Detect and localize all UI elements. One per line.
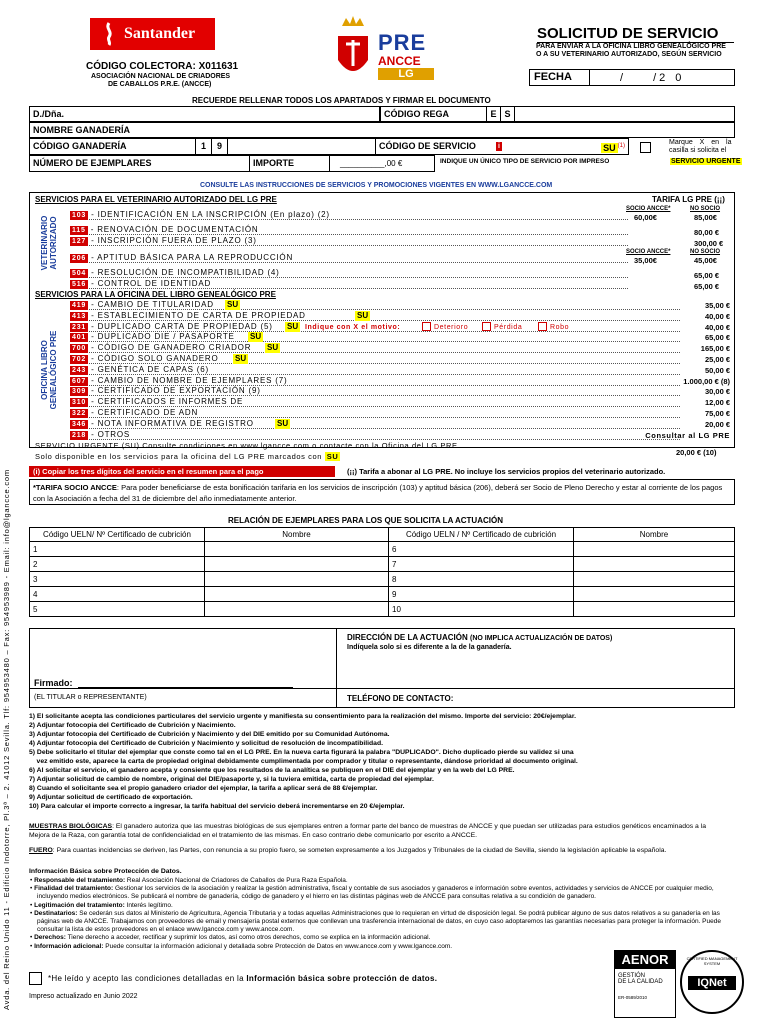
ofi-price: 25,00 € — [704, 355, 730, 364]
info-item — [29, 885, 735, 901]
nombre-cell[interactable] — [574, 557, 735, 572]
perdida-label: Pérdida — [494, 324, 523, 331]
rega-label: CÓDIGO REGA — [381, 107, 487, 121]
pre-ancce-logo — [332, 14, 444, 84]
urgente-su: SU — [326, 452, 339, 461]
subtitle-1: PARA ENVIAR A LA OFICINA LIBRO GENEALÓGICO PRE — [536, 43, 726, 50]
ofi-service-row — [70, 386, 680, 396]
ofi-price: 30,00 € — [704, 387, 730, 396]
urgente-line-1 — [35, 441, 460, 450]
fecha-sep-1: / — [620, 71, 624, 84]
fecha-box[interactable] — [529, 69, 735, 86]
ofi-service-row — [70, 300, 680, 310]
codigo-ganaderia-field[interactable] — [29, 138, 629, 155]
importe-label: IMPORTE — [250, 156, 330, 171]
service-code: 413 — [72, 313, 87, 320]
direccion-title-line — [347, 633, 612, 642]
ofi-service-row — [70, 365, 680, 375]
ofi-price: 75,00 € — [704, 409, 730, 418]
ofi-price: 35,00 € — [704, 301, 730, 310]
relacion-table — [29, 527, 735, 617]
info-label: Destinatarios: — [34, 909, 78, 917]
accept-line — [48, 974, 437, 983]
footnote: 8) Cuando el solicitante sea el propio ganadero criador del ejemplar, la tarifa a aplicar será de 88 €/ejemplar. — [29, 785, 378, 792]
santander-name: Santander — [124, 25, 196, 42]
fecha-label: FECHA — [530, 70, 590, 85]
service-label: - CAMBIO DE TITULARIDAD — [91, 300, 214, 309]
price-no-socio: 80,00 € — [694, 228, 720, 237]
codigo-servicio-label: CÓDIGO DE SERVICIO — [379, 141, 476, 151]
nombre-cell[interactable] — [205, 542, 389, 557]
ofi-price: 40,00 € — [704, 312, 730, 321]
service-code: 401 — [72, 334, 87, 341]
dna-label: D./Dña. — [33, 109, 65, 119]
service-label: - OTROS — [91, 430, 131, 439]
service-label: - APTITUD BÁSICA PARA LA REPRODUCCIÓN — [91, 253, 294, 262]
rega-field[interactable] — [380, 106, 735, 122]
footnote: vez emitido este, aparece la carta de propiedad original debidamente cumplimentada por comprador y titular o representante, dándose prioridad al documento original. — [29, 758, 578, 765]
urgente-line-2 — [35, 452, 340, 461]
ofi-side-label: OFICINA LIBRO GENEALÓGICO PRE — [40, 330, 58, 410]
ofi-price: 165,00 € — [700, 344, 730, 353]
aenor-sub-1: GESTIÓN — [618, 973, 646, 979]
footnote: 9) Adjuntar solicitud de certificado de exportación. — [29, 794, 193, 801]
firmado-label: Firmado: — [34, 678, 73, 688]
service-code: 700 — [72, 345, 87, 352]
bullet-icon: • — [30, 909, 35, 917]
direccion-input[interactable] — [340, 655, 732, 685]
nombre-cell[interactable] — [205, 557, 389, 572]
service-label: - RESOLUCIÓN DE INCOMPATIBILIDAD (4) — [91, 268, 280, 277]
nombre-cell[interactable] — [205, 572, 389, 587]
muestras-text: : El ganadero autoriza que las muestras biológicas de sus ejemplares entren a formar parte del banco de muestras de ANCCE y que puedan ser utilizadas para estudios genéticos encaminados a la Mejora de la Raza, con garantía total de confidencialidad en el tratamiento de las mismas. En caso contrario debe comunicarlo por escrito a ANCCE. — [29, 823, 707, 839]
direccion-indique: Indíquela solo si es diferente a la de la ganadería. — [347, 644, 512, 651]
ueln-cell[interactable]: 7 — [389, 557, 574, 572]
service-code: 206 — [72, 255, 87, 262]
price-no-socio: 65,00 € — [694, 271, 720, 280]
copiar-note: (i) Copiar los tres dígitos del servicio en el resumen para el pago — [29, 466, 335, 477]
tarifa-note: (¡¡) Tarifa a abonar al LG PRE. No incluye los servicios propios del veterinario autorizado. — [347, 467, 666, 476]
ueln-cell[interactable]: 5 — [30, 602, 205, 617]
marque-1: Marque X en la — [669, 139, 732, 146]
ofi-service-row — [70, 354, 680, 364]
table-row — [30, 587, 735, 602]
ueln-cell[interactable]: 4 — [30, 587, 205, 602]
info-title: Información Básica sobre Protección de Datos. — [29, 868, 182, 875]
su-marker: SU — [267, 343, 279, 352]
accept-bold: Información básica sobre protección de datos. — [246, 974, 438, 983]
info-list — [29, 877, 735, 951]
service-code: 419 — [72, 302, 87, 309]
consulte-note: CONSULTE LAS INSTRUCCIONES DE SERVICIOS Y PROMOCIONES VIGENTES EN WWW.LGANCCE.COM — [200, 182, 553, 189]
ueln-cell[interactable]: 10 — [389, 602, 574, 617]
codigo-colectora: CÓDIGO COLECTORA: X011631 — [86, 61, 239, 72]
importe-value[interactable]: __________,00 € — [340, 159, 403, 168]
table-row — [30, 542, 735, 557]
price-no-socio: 45,00€ — [694, 256, 717, 265]
nosocio-header-2: NO SOCIO — [690, 249, 721, 255]
titular-label: (EL TITULAR o REPRESENTANTE) — [34, 694, 147, 701]
aenor-logo — [614, 950, 676, 1018]
vet-service-row — [70, 236, 628, 246]
service-code: 322 — [72, 410, 87, 417]
urgente-checkbox[interactable] — [640, 142, 651, 153]
relacion-title: RELACIÓN DE EJEMPLARES PARA LOS QUE SOLICITA LA ACTUACIÓN — [228, 516, 503, 525]
vet-service-row — [70, 279, 628, 289]
vet-side-label: VETERINARIO AUTORIZADO — [40, 215, 58, 271]
nombre-cell[interactable] — [574, 602, 735, 617]
robo-label: Robo — [550, 324, 570, 331]
urgente-text-1: SERVICIO URGENTE (SU) Consulte condiciones en www.lgancce.com o contacte con la Oficina del LG PRE. — [35, 441, 461, 450]
side-address: Avda. del Reino Unido 11 - Edificio Indotorre, Pl.3ª – 2. 41012 Sevilla. Tlf: 954953480 – Fax: 954953989 - Email: info@lgancce.com — [2, 469, 11, 1010]
price-no-socio: 300,00 € — [694, 239, 724, 248]
logo-lg: LG — [378, 68, 434, 80]
ofi-price: 12,00 € — [704, 398, 730, 407]
indique-note: INDIQUE UN ÚNICO TIPO DE SERVICIO POR IMPRESO — [440, 158, 610, 165]
table-row — [30, 557, 735, 572]
info-text: Se cederán sus datos al Ministerio de Agricultura, Agencia Tributaria y a todas aquellas Administraciones que lo requieran en virtud de disposición legal. Se podrá publicar alguno de sus datos relativos a su ganadería en las páginas web de ANCCE. Trabajamos con proveedores de email y mensajería postal externos que conllevan una trasferencia internacional de datos, en cuyo caso adoptaremos las garantías necesarias para proteger la información. Puede consultar la lista de estos proveedores en el enlace www.lgancce.com y www.ancce.com. — [37, 909, 721, 934]
ofi-service-row — [70, 332, 680, 342]
codigo-servicio-i: i — [498, 143, 500, 150]
service-code: 231 — [72, 324, 87, 331]
numero-ejemplares-label: NÚMERO DE EJEMPLARES — [30, 156, 250, 171]
su-marker: SU — [287, 322, 299, 331]
ofi-service-row — [70, 376, 680, 386]
bullet-icon: • — [30, 901, 35, 909]
iqnet-logo — [680, 950, 744, 1014]
service-label: - ESTABLECIMIENTO DE CARTA DE PROPIEDAD — [91, 311, 306, 320]
ofi-service-row — [70, 430, 680, 440]
service-label: - GENÉTICA DE CAPAS (6) — [91, 365, 209, 374]
ofi-section-title: SERVICIOS PARA LA OFICINA DEL LIBRO GENEALÓGICO PRE — [35, 290, 276, 299]
ofi-service-row — [70, 397, 680, 407]
service-code: 127 — [72, 238, 87, 245]
service-code: 607 — [72, 378, 87, 385]
service-code: 218 — [72, 432, 87, 439]
footnote: 10) Para calcular el importe correcto a ingresar, la tarifa habitual del servicio deberá incrementarse en 20 €/ejemplar. — [29, 803, 405, 810]
nombre-cell[interactable] — [574, 572, 735, 587]
socio-note-title: *TARIFA SOCIO ANCCE — [33, 483, 117, 492]
vet-service-row — [70, 225, 628, 235]
ueln-cell[interactable]: 8 — [389, 572, 574, 587]
service-code: 309 — [72, 388, 87, 395]
page-title: SOLICITUD DE SERVICIO — [537, 25, 734, 43]
footnote: 6) Al solicitar el servicio, el ganadero acepta y consiente que los resultados de la analítica se publiquen en el DIE del ejemplar y en la web del LG PRE. — [29, 767, 515, 774]
bullet-icon: • — [30, 934, 35, 942]
asociacion-1: ASOCIACIÓN NACIONAL DE CRIADORES — [91, 73, 231, 80]
logo-ancce: ANCCE — [378, 54, 421, 68]
su-marker: SU — [277, 419, 289, 428]
su-marker: SU — [235, 354, 247, 363]
marque-2: casilla si solicita el — [669, 147, 727, 154]
ofi-price: 1.000,00 € (8) — [683, 377, 730, 386]
service-code: 243 — [72, 367, 87, 374]
ofi-price: 20,00 € — [704, 420, 730, 429]
dna-field[interactable] — [29, 106, 380, 122]
info-text: Real Asociación Nacional de Criadores de Caballos de Pura Raza Española. — [125, 877, 348, 884]
deterioro-checkbox[interactable] — [422, 322, 431, 331]
direccion-note: (NO IMPLICA ACTUALIZACIÓN DE DATOS) — [469, 635, 613, 642]
motivo-label: Indique con X el motivo: — [305, 324, 401, 331]
rega-s: S — [501, 107, 515, 121]
fuero-title: FUERO — [29, 847, 53, 854]
info-label: Derechos: — [34, 934, 66, 942]
muestras-title: MUESTRAS BIOLÓGICAS — [29, 823, 113, 830]
muestras-block — [29, 822, 719, 840]
footnote: 5) Debe solicitarlo el titular del ejemplar que conste como tal en el LG PRE. En la nueva carta figurará la palabra "DUPLICADO". Dicho duplicado pierde su validez si una — [29, 749, 574, 756]
info-item — [29, 877, 735, 885]
service-label: - INSCRIPCIÓN FUERA DE PLAZO (3) — [91, 236, 257, 245]
fecha-sep-2: / 2 — [653, 71, 666, 84]
perdida-checkbox[interactable] — [482, 322, 491, 331]
info-text: Puede consultar la información adicional y detallada sobre Protección de Datos en www.ancce.com y www.lgancce.com. — [103, 942, 453, 950]
info-item — [29, 902, 735, 910]
accept-checkbox[interactable] — [29, 972, 42, 985]
ofi-price: 40,00 € — [704, 323, 730, 332]
service-label: - IDENTIFICACIÓN EN LA INSCRIPCIÓN (En plazo) (2) — [91, 210, 330, 219]
asociacion-2: DE CABALLOS P.R.E. (ANCCE) — [108, 81, 212, 88]
ofi-service-row — [70, 311, 680, 321]
vet-section-title: SERVICIOS PARA EL VETERINARIO AUTORIZADO DEL LG PRE — [35, 195, 277, 204]
info-item — [29, 910, 735, 935]
su-marker: SU — [250, 332, 262, 341]
socio-note-box — [29, 479, 735, 505]
nosocio-header: NO SOCIO — [690, 206, 721, 212]
codigo-ganaderia-rest[interactable] — [228, 139, 376, 154]
codigo-ganaderia-label: CÓDIGO GANADERÍA — [30, 139, 196, 154]
service-code: 702 — [72, 356, 87, 363]
table-row — [30, 602, 735, 617]
nombre-cell[interactable] — [205, 587, 389, 602]
service-code: 115 — [72, 227, 86, 234]
ofi-service-row — [70, 343, 680, 353]
socio-header-2: SOCIO ANCCE* — [626, 249, 671, 255]
rega-e: E — [487, 107, 501, 121]
logo-pre: PRE — [378, 30, 427, 55]
nombre-ganaderia-field[interactable] — [29, 122, 735, 138]
ofi-price: 65,00 € — [704, 333, 730, 342]
service-code: 346 — [72, 421, 87, 428]
service-label: - RENOVACIÓN DE DOCUMENTACIÓN — [90, 225, 259, 234]
fecha-year: 0 — [675, 71, 682, 84]
service-label: - CERTIFICADO DE EXPORTACIÓN (9) — [91, 386, 261, 395]
santander-logo — [90, 18, 215, 50]
fuero-text: : Para cuantas incidencias se deriven, las Partes, con renuncia a su propio fuero, se someten expresamente a los Juzgados y Tribunales de la ciudad de Sevilla, siendo la legislación aplicable la española. — [52, 847, 667, 854]
nombre-cell[interactable] — [205, 602, 389, 617]
info-label: Legitimación del tratamiento: — [34, 901, 125, 909]
info-text: Tiene derecho a acceder, rectificar y suprimir los datos, así como otros derechos, como se explica en la información adicional. — [65, 934, 431, 942]
aenor-code: ER-0589/2010 — [618, 995, 648, 1000]
servicio-urgente-label: SERVICIO URGENTE — [671, 158, 741, 165]
iqnet-ring: CERTIFIED MANAGEMENT SYSTEM — [686, 956, 738, 966]
info-item — [29, 934, 735, 942]
flame-icon — [98, 21, 120, 47]
fuero-block — [29, 846, 729, 855]
deterioro-label: Deterioro — [434, 324, 469, 331]
price-socio: 60,00€ — [634, 213, 657, 222]
ueln-cell[interactable]: 9 — [389, 587, 574, 602]
crown-shield-icon — [332, 14, 374, 84]
footnote: 4) Adjuntar fotocopia del Certificado de Cubrición y Nacimiento y solicitud de resolución de incompatibilidad. — [29, 740, 383, 747]
su-note: (1) — [617, 143, 625, 149]
service-code: 516 — [72, 281, 87, 288]
col-header-2: Nombre — [205, 528, 389, 542]
codigo-ganaderia-1: 1 — [196, 139, 212, 154]
footnote: 7) Adjuntar solicitud de cambio de nombre, original del DIE/pasaporte y, si la tuviera emitida, carta de propiedad del ejemplar. — [29, 776, 434, 783]
nombre-cell[interactable] — [574, 587, 735, 602]
ueln-cell[interactable]: 3 — [30, 572, 205, 587]
robo-checkbox[interactable] — [538, 322, 547, 331]
bullet-icon: • — [30, 877, 35, 884]
ofi-price: Consultar al LG PRE — [645, 431, 730, 440]
service-label: - CÓDIGO DE GANADERO CRIADOR — [91, 343, 252, 352]
service-code: 310 — [72, 399, 87, 406]
tarifa-header: TARIFA LG PRE (¡¡) — [652, 195, 725, 204]
aenor-sub-2: DE LA CALIDAD — [618, 979, 663, 985]
iqnet-text: IQNet — [688, 976, 736, 990]
service-label: - CAMBIO DE NOMBRE DE EJEMPLARES (7) — [91, 376, 288, 385]
service-label: - DUPLICADO DIE / PASAPORTE — [91, 332, 235, 341]
aenor-title: AENOR — [615, 951, 675, 969]
direccion-title: DIRECCIÓN DE LA ACTUACIÓN — [347, 633, 468, 642]
price-no-socio: 65,00 € — [694, 282, 720, 291]
bullet-icon: • — [30, 942, 35, 950]
service-code: 504 — [72, 270, 87, 277]
table-row — [30, 572, 735, 587]
service-label: - CÓDIGO SOLO GANADERO — [91, 354, 219, 363]
ueln-cell[interactable]: 1 — [30, 542, 205, 557]
info-label: Información adicional: — [34, 942, 104, 950]
nombre-ganaderia-label: NOMBRE GANADERÍA — [33, 125, 131, 135]
bullet-icon: • — [30, 885, 35, 893]
vet-service-row — [70, 268, 628, 278]
vet-service-row — [70, 210, 628, 220]
su-label — [601, 139, 628, 154]
info-text: Interés legítimo. — [124, 901, 173, 909]
service-label: - CONTROL DE IDENTIDAD — [91, 279, 212, 288]
price-no-socio: 85,00€ — [694, 213, 717, 222]
col-header-4: Nombre — [574, 528, 735, 542]
service-label: - DUPLICADO CARTA DE PROPIEDAD (5) — [91, 322, 273, 331]
urgente-price: 20,00 € (10) — [676, 448, 717, 457]
ueln-cell[interactable]: 2 — [30, 557, 205, 572]
ofi-service-row — [70, 419, 680, 429]
info-text: Gestionar los servicios de la asociación y realizar la gestión administrativa, fiscal y contable de sus asociados y ganaderos e información sobre eventos, actividades y servicios de ANCCE por cualquier medio, incluyendo medios electrónicos. Se publicará el nombre de ganadería, código de ganadero y el hierro en las distintas páginas web de ANCCE para consultas relativa a su condición de ganadero. — [37, 885, 714, 901]
col-header-3: Código UELN / Nº Certificado de cubrición — [389, 528, 574, 542]
footnote: 3) Adjuntar fotocopia del Certificado de Cubrición y Nacimiento y del DIE emitido por su Comunidad Autónoma. — [29, 731, 390, 738]
recuerde-note: RECUERDE RELLENAR TODOS LOS APARTADOS Y FIRMAR EL DOCUMENTO — [192, 96, 491, 105]
codigo-ganaderia-2: 9 — [212, 139, 228, 154]
su-marker: SU — [357, 311, 369, 320]
accept-text: *He leído y acepto las condiciones detalladas en la — [48, 974, 247, 983]
price-socio: 35,00€ — [634, 256, 657, 265]
socio-note-text: : Para poder beneficiarse de esta bonificación tarifaria en los servicios de inscripción (103) y aptitud básica (206), deberá ser Socio de Pleno Derecho y estar al corriente de los pagos con la Asociación a fecha del 31 de diciembre del año inmediatamente anterior. — [33, 483, 723, 503]
service-label: - NOTA INFORMATIVA DE REGISTRO — [91, 419, 254, 428]
su-badge: SU — [603, 142, 616, 153]
ofi-service-row — [70, 408, 680, 418]
footnote: 2) Adjuntar fotocopia del Certificado de Cubrición y Nacimiento. — [29, 722, 236, 729]
vet-service-row — [70, 253, 628, 263]
impreso-note: Impreso actualizado en Junio 2022 — [29, 993, 138, 1000]
info-label: Responsable del tratamiento: — [34, 877, 126, 884]
telefono-label: TELÉFONO DE CONTACTO: — [347, 694, 454, 703]
info-label: Finalidad del tratamiento: — [34, 885, 114, 893]
ueln-cell[interactable]: 6 — [389, 542, 574, 557]
col-header-1: Código UELN/ Nº Certificado de cubrición — [30, 528, 205, 542]
socio-header: SOCIO ANCCE* — [626, 206, 671, 212]
footnote: 1) El solicitante acepta las condiciones particulares del servicio urgente y manifiesta su consentimiento para la realización del mismo. Importe del servicio: 20€/ejemplar. — [29, 713, 576, 720]
service-label: - CERTIFICADO DE ADN — [91, 408, 199, 417]
service-label: - CERTIFICADOS E INFORMES DE — [91, 397, 244, 406]
service-code: 103 — [72, 212, 87, 219]
subtitle-2: O A SU VETERINARIO AUTORIZADO, SEGÚN SERVICIO — [536, 51, 722, 58]
urgente-text-2: Solo disponible en los servicios para la oficina del LG PRE marcados con — [35, 452, 323, 461]
numero-ejemplares-field[interactable] — [29, 155, 435, 172]
ofi-price: 50,00 € — [704, 366, 730, 375]
nombre-cell[interactable] — [574, 542, 735, 557]
footnotes — [29, 712, 735, 811]
su-marker: SU — [227, 300, 239, 309]
